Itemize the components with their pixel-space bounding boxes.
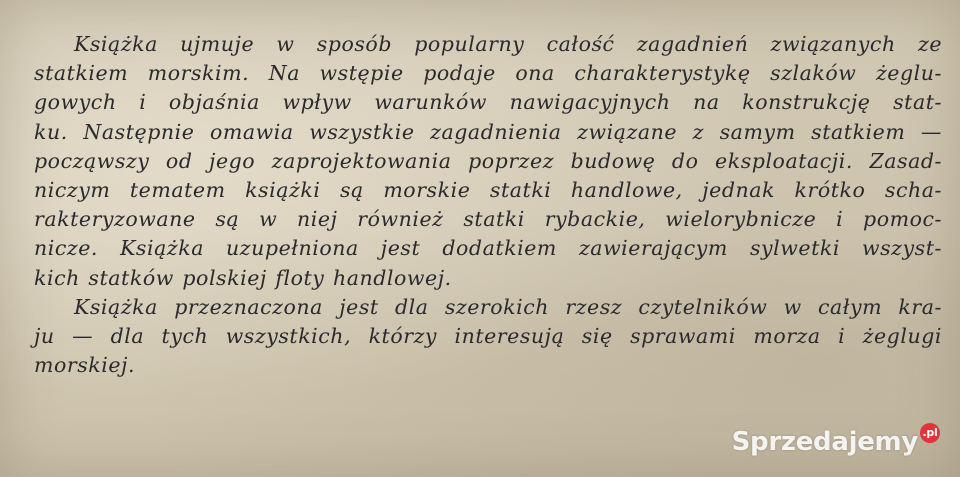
text-line: statkiem morskim. Na wstępie podaje ona charakterystykę szlaków żeglu- [34, 61, 942, 86]
watermark-badge: .pl [920, 423, 940, 443]
text-line: ju — dla tych wszystkich, którzy interesują się sprawami morza i żeglugi [34, 324, 942, 349]
sprzedajemy-watermark [732, 427, 940, 457]
text-line: nicze. Książka uzupełniona jest dodatkiem zawierającym sylwetki wszyst- [34, 236, 942, 261]
watermark-text: Sprzedajemy [731, 427, 918, 457]
text-line: kich statków polskiej floty handlowej. [34, 265, 452, 290]
book-description [34, 30, 942, 380]
text-line: Książka przeznaczona jest dla szerokich rzesz czytelników w całym kra- [74, 294, 942, 319]
text-line: gowych i objaśnia wpływ warunków nawigacyjnych na konstrukcję stat- [34, 90, 942, 115]
text-line: ku. Następnie omawia wszystkie zagadnienia związane z samym statkiem — [34, 119, 942, 144]
text-line: począwszy od jego zaprojektowania poprzez budowę do eksploatacji. Zasad- [34, 148, 942, 173]
text-line: niczym tematem książki są morskie statki handlowe, jednak krótko scha- [34, 178, 942, 203]
text-line: morskiej. [34, 353, 136, 378]
text-line: Książka ujmuje w sposób popularny całość zagadnień związanych ze [74, 32, 942, 56]
text-line: rakteryzowane są w niej również statki rybackie, wielorybnicze i pomoc- [34, 207, 942, 232]
